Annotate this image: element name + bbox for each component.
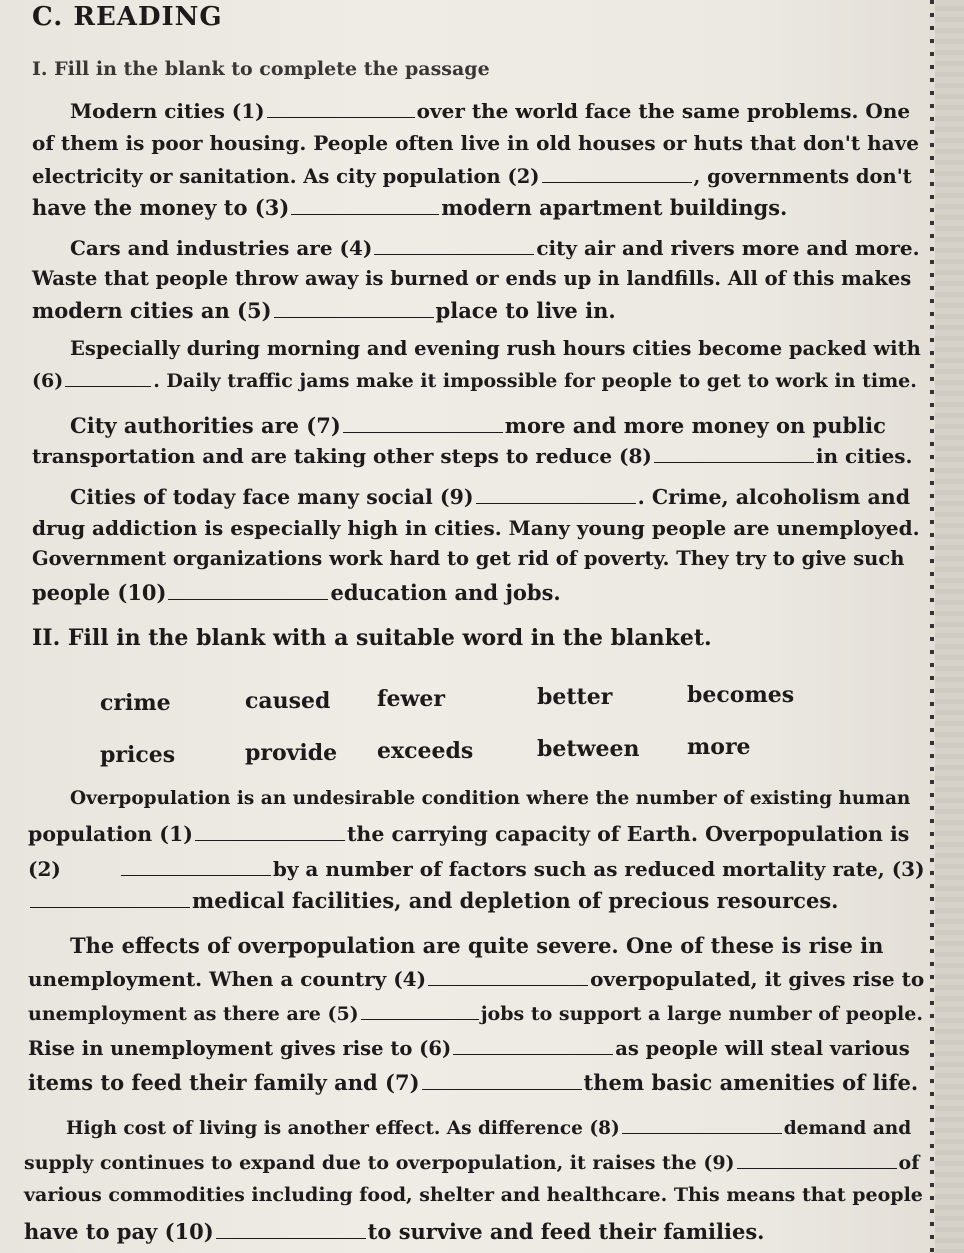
p1-line-7: modern cities an (5) place to live in. (32, 298, 616, 323)
word-bank-caused: caused (245, 688, 331, 714)
p1-line-8: Especially during morning and evening rush hours cities become packed with (70, 337, 921, 360)
p1-line-9: (6) . Daily traffic jams make it impossible for people to get to work in time. (32, 370, 917, 392)
p1-line-11: transportation and are taking other steps to reduce (8) in cities. (32, 444, 913, 468)
word-bank-between: between (537, 736, 640, 762)
p2-line-2: population (1) the carrying capacity of Earth. Overpopulation is (28, 822, 910, 846)
p1-line-15: people (10) education and jobs. (32, 580, 561, 605)
p2-line-7: unemployment as there are (5) jobs to support a large number of people. (28, 1003, 923, 1025)
p2-line-4: medical facilities, and depletion of precious resources. (28, 888, 838, 913)
word-bank-better: better (537, 684, 613, 710)
p2-line-11: supply continues to expand due to overpopulation, it raises the (9) of (24, 1152, 920, 1174)
p2-line-1: Overpopulation is an undesirable condition where the number of existing human (70, 788, 911, 809)
word-bank-crime: crime (100, 690, 171, 716)
p2-line-10: High cost of living is another effect. As difference (8) demand and (66, 1115, 911, 1139)
p1-line-3: electricity or sanitation. As city population (2) , governments don't (32, 165, 912, 188)
p2-line-13: have to pay (10) to survive and feed their families. (24, 1219, 765, 1244)
word-bank-becomes: becomes (687, 682, 795, 708)
perforation-edge (930, 0, 934, 1253)
word-bank-fewer: fewer (377, 686, 445, 712)
p1-line-2: of them is poor housing. People often live in old houses or huts that don't have (32, 131, 919, 155)
p1-line-12: Cities of today face many social (9) . Crime, alcoholism and (70, 485, 911, 509)
p1-line-5: Cars and industries are (4) city air and rivers more and more. (70, 236, 920, 260)
p1-line-6: Waste that people throw away is burned or ends up in landfills. All of this makes (32, 267, 912, 290)
section-title: C. READING (32, 2, 223, 32)
p2-line-12: various commodities including food, shelter and healthcare. This means that people (24, 1184, 923, 1206)
part2-instruction: II. Fill in the blank with a suitable word in the blanket. (32, 625, 712, 651)
word-bank-more: more (687, 734, 751, 760)
p1-line-10: City authorities are (7) more and more money on public (70, 413, 886, 438)
p1-line-4: have the money to (3) modern apartment buildings. (32, 195, 788, 220)
p2-line-9: items to feed their family and (7) them basic amenities of life. (28, 1070, 919, 1095)
p2-line-5: The effects of overpopulation are quite severe. One of these is rise in (70, 933, 884, 958)
p1-line-14: Government organizations work hard to get rid of poverty. They try to give such (32, 547, 905, 570)
page-edge (935, 0, 964, 1253)
p1-line-1: Modern cities (1) over the world face the same problems. One (70, 99, 911, 123)
word-bank-provide: provide (245, 740, 338, 766)
p2-line-3: (2) by a number of factors such as reduced mortality rate, (3) (28, 857, 925, 881)
part1-instruction: I. Fill in the blank to complete the passage (32, 58, 490, 80)
p1-line-13: drug addiction is especially high in cities. Many young people are unemployed. (32, 516, 920, 540)
word-bank-exceeds: exceeds (377, 738, 474, 764)
word-bank-prices: prices (100, 742, 176, 768)
p2-line-8: Rise in unemployment gives rise to (6) as people will steal various (28, 1037, 910, 1060)
p2-line-6: unemployment. When a country (4) overpopulated, it gives rise to (28, 967, 925, 991)
